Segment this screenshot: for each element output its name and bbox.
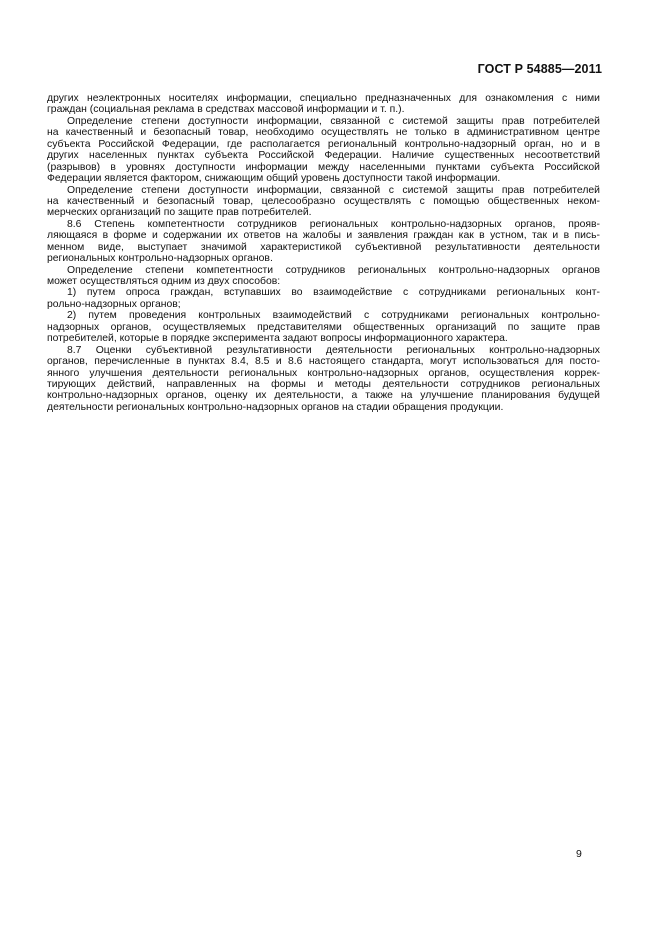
- text-line: 1) путем опроса граждан, вступавших во взаимодействие с сотрудниками региональных конт-: [67, 287, 600, 299]
- text-line: Определение степени доступности информации, связанной с системой защиты прав потребителей: [67, 115, 600, 127]
- text-line: мерческих организаций по защите прав потребителей.: [47, 207, 312, 219]
- text-line: рольно-надзорных органов;: [47, 298, 181, 310]
- page-number: 9: [576, 848, 582, 860]
- document-body: [47, 93, 600, 413]
- text-line: Определение степени доступности информации, связанной с системой защиты прав потребителей: [67, 184, 600, 196]
- text-line: потребителей, которые в порядке эксперимента задают вопросы информационного характера.: [47, 333, 508, 345]
- text-line: 8.6 Степень компетентности сотрудников региональных контрольно-надзорных органов, прояв-: [67, 218, 600, 230]
- text-line: менном виде, выступает значимой характеристикой субъективной результативности деятельности: [47, 241, 600, 253]
- text-line: на качественный и безопасный товар, целесообразно осуществлять с помощью общественных неком-: [47, 195, 600, 207]
- text-line: субъекта Российской Федерации, где располагается региональный контрольно-надзорный орган, но и в: [47, 138, 600, 150]
- document-header-id: ГОСТ Р 54885—2011: [477, 62, 602, 76]
- text-line: (разрывов) в уровнях доступности информации между населенными пунктами субъекта Российской: [47, 161, 600, 173]
- text-line: Федерации является фактором, снижающим общий уровень доступности такой информации.: [47, 173, 501, 185]
- text-line: граждан (социальная реклама в средствах массовой информации и т. п.).: [47, 104, 405, 116]
- text-line: 2) путем проведения контрольных взаимодействий с сотрудниками региональных контрольно-: [67, 310, 600, 322]
- text-line: может осуществляться одним из двух способов:: [47, 276, 281, 287]
- text-line: других населенных пунктах субъекта Российской Федерации. Наличие существенных несоответствий: [47, 150, 600, 162]
- text-line: 8.7 Оценки субъективной результативности деятельности региональных контрольно-надзорных: [67, 344, 600, 356]
- text-line: ляющаяся в форме и содержании их ответов на жалобы и заявления граждан как в устном, так и в пись-: [47, 230, 600, 242]
- text-line: органов, перечисленные в пунктах 8.4, 8.5 и 8.6 настоящего стандарта, могут использоваться для посто-: [47, 356, 600, 368]
- text-line: тирующих действий, направленных на формы и методы деятельности сотрудников региональных: [47, 378, 600, 390]
- text-line: региональных контрольно-надзорных органов.: [47, 253, 273, 265]
- text-line: надзорных органов, осуществляемых представителями общественных организаций по защите прав: [47, 321, 600, 333]
- text-line: Определение степени компетентности сотрудников региональных контрольно-надзорных органов: [67, 264, 600, 276]
- text-line: других неэлектронных носителях информации, специально предназначенных для ознакомления с ними: [47, 93, 600, 104]
- text-line: на качественный и безопасный товар, необходимо осуществлять не только в административном центре: [47, 127, 600, 139]
- text-line: контрольно-надзорных органов, оценку их деятельности, а также на улучшение планирования будущей: [47, 390, 600, 402]
- text-line: деятельности региональных контрольно-надзорных органов на стадии обращения продукции.: [47, 401, 504, 413]
- text-line: янного улучшения деятельности региональных контрольно-надзорных органов, осуществления коррек-: [47, 367, 600, 379]
